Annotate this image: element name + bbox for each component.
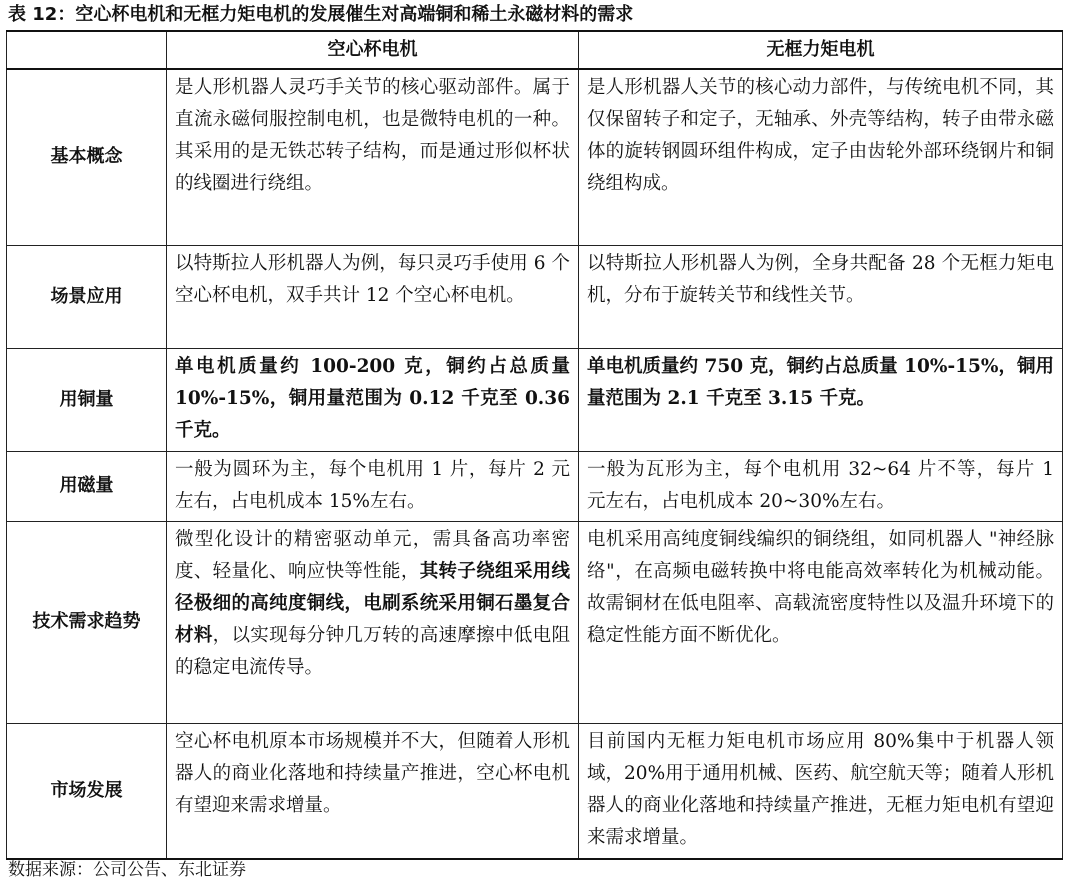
cell-text: 电机采用高纯度铜线编织的铜绕组，如同机器人 "神经脉络"，在高频电磁转换中将电能高效率转化为机械动能。故需铜材在低电阻率、高载流密度特性以及温升环境下的稳定性能方面不断优化。 [587,528,1054,646]
header-hollow-cup-motor: 空心杯电机 [167,31,579,69]
cell-hollow-cup [167,348,579,451]
cell-text: 单电机质量约 100-200 克，铜约占总质量 10%-15%，铜用量范围为 0.12 千克至 0.36 千克。 [175,355,570,441]
cell-hollow-cup [167,521,579,723]
cell-text: 以特斯拉人形机器人为例，每只灵巧手使用 6 个空心杯电机，双手共计 12 个空心杯电机。 [175,252,570,306]
cell-text: 一般为圆环为主，每个电机用 1 片，每片 2 元左右，占电机成本 15%左右。 [175,458,570,512]
cell-text: 是人形机器人灵巧手关节的核心驱动部件。属于直流永磁伺服控制电机，也是微特电机的一种。其采用的是无铁芯转子结构，而是通过形似杯状的线圈进行绕组。 [175,77,570,194]
header-row [7,31,1063,69]
row-label-tech-trend: 技术需求趋势 [7,521,167,723]
table-row [7,348,1063,451]
cell-text: 目前国内无框力矩电机市场应用 80%集中于机器人领域，20%用于通用机械、医药、航空航天等；随着人形机器人的商业化落地和持续量产推进，无框力矩电机有望迎来需求增量。 [587,730,1054,848]
cell-frameless [579,451,1063,521]
cell-text: ，以实现每分钟几万转的高速摩擦中低电阻的稳定电流传导。 [175,624,570,678]
cell-frameless [579,245,1063,348]
cell-text: 微型化设计的精密驱动单元，需具备高功率密度、轻量化、响应快等性能， [175,528,570,582]
cell-text: 单电机质量约 750 克，铜约占总质量 10%-15%，铜用量范围为 2.1 千克至 3.15 千克。 [587,355,1054,409]
cell-hollow-cup [167,451,579,521]
cell-text-bold: 其转子绕组采用线径极细的高纯度铜线，电刷系统采用铜石墨复合材料 [175,560,570,646]
data-source-note: 数据来源：公司公告、东北证券 [8,860,246,880]
cell-text: 空心杯电机原本市场规模并不大，但随着人形机器人的商业化落地和持续量产推进，空心杯电机有望迎来需求增量。 [175,730,570,816]
table-row [7,245,1063,348]
table-row [7,451,1063,521]
cell-frameless [579,348,1063,451]
comparison-table [6,30,1063,860]
row-label-copper-usage: 用铜量 [7,348,167,451]
table-title: 表 12：空心杯电机和无框力矩电机的发展催生对高端铜和稀土永磁材料的需求 [8,4,634,25]
cell-text: 以特斯拉人形机器人为例，全身共配备 28 个无框力矩电机，分布于旋转关节和线性关节。 [587,252,1054,306]
cell-hollow-cup [167,69,579,245]
row-label-market: 市场发展 [7,723,167,859]
row-label-magnet-usage: 用磁量 [7,451,167,521]
cell-frameless [579,723,1063,859]
cell-text: 是人形机器人关节的核心动力部件，与传统电机不同，其仅保留转子和定子，无轴承、外壳等结构，转子由带永磁体的旋转钢圆环组件构成，定子由齿轮外部环绕钢片和铜绕组构成。 [587,77,1054,194]
cell-frameless [579,521,1063,723]
row-label-basic-concept: 基本概念 [7,69,167,245]
header-frameless-torque-motor: 无框力矩电机 [579,31,1063,69]
cell-text: 一般为瓦形为主，每个电机用 32~64 片不等，每片 1 元左右，占电机成本 20~30%左右。 [587,458,1054,512]
row-label-scenario: 场景应用 [7,245,167,348]
table-row [7,521,1063,723]
cell-frameless [579,69,1063,245]
cell-hollow-cup [167,723,579,859]
table-row [7,723,1063,859]
table-row [7,69,1063,245]
cell-hollow-cup [167,245,579,348]
header-empty-cell [7,31,167,69]
